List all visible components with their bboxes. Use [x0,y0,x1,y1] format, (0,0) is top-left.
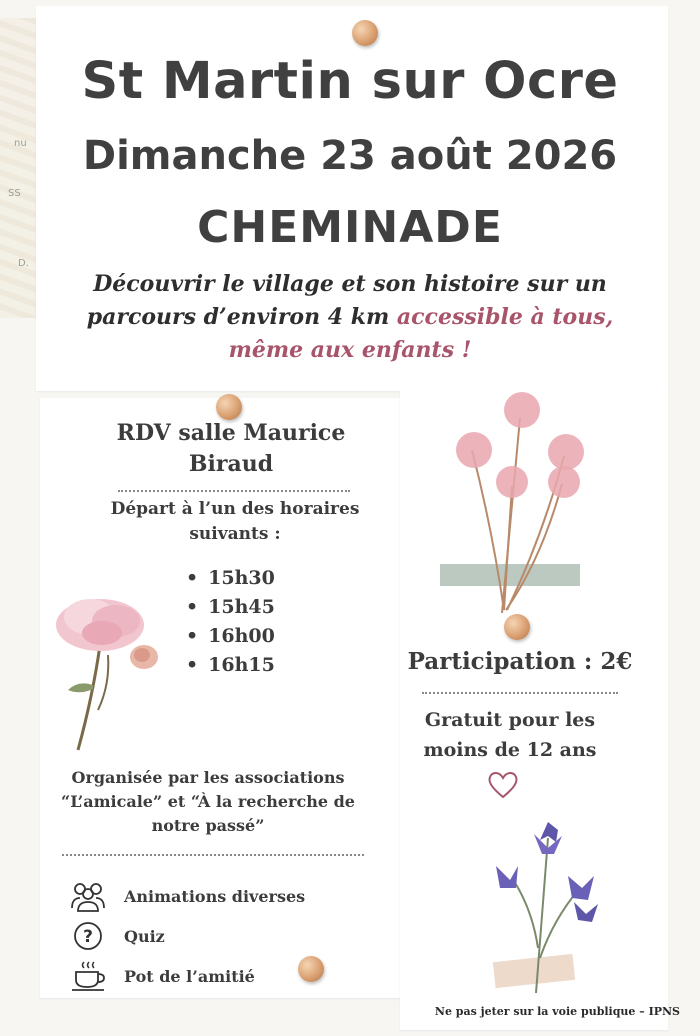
activity-label: Animations diverses [124,886,306,906]
peony-flower-illustration [38,585,163,755]
free-entry-line-1: Gratuit pour les [424,709,596,731]
coffee-cup-icon [68,960,108,992]
organisers-line-2: “L’amicale” et “À la recherche de [61,792,355,811]
organisers-line-3: notre passé” [151,816,265,835]
free-entry-line-2: moins de 12 ans [423,739,597,761]
activity-label: Quiz [124,926,165,946]
pin-left [216,394,242,420]
meeting-place [96,418,366,480]
activity-item [68,956,305,996]
activity-label: Pot de l’amitié [124,966,255,986]
activities-list [68,876,305,996]
activity-item [68,916,305,956]
departure-line-1: Départ à l’un des horaires [110,499,360,519]
question-icon [68,920,108,952]
departure-time: • 15h30 [186,564,275,593]
map-scrap-decoration: nu SS D. [0,18,42,318]
departure-times-list [186,564,275,680]
organisers-line-1: Organisée par les associations [71,768,345,787]
activity-item [68,876,305,916]
departure-time: • 16h15 [186,651,275,680]
people-icon [68,880,108,912]
divider-2 [62,854,364,856]
heart-icon [486,768,520,800]
allium-flower-illustration [432,388,592,618]
organisers [48,766,368,838]
divider-3 [422,692,618,694]
pin-top [352,20,378,46]
page-title: St Martin sur Ocre [81,52,619,111]
bellflower-illustration [488,818,608,998]
event-date: Dimanche 23 août 2026 [82,133,618,179]
departure-time: • 15h45 [186,593,275,622]
departure-intro [100,497,370,547]
svg-text:?: ? [83,927,93,947]
event-name: CHEMINADE [197,202,503,253]
participation-price: Participation : 2€ [407,648,633,675]
event-description [0,268,700,367]
description-highlight-1: accessible à tous, [396,304,614,330]
meeting-place-line-2: Biraud [188,451,274,477]
footer-notice: Ne pas jeter sur la voie publique – IPNS [434,1005,680,1018]
divider-1 [118,490,350,492]
description-plain: parcours d’environ 4 km [86,304,390,330]
departure-line-2: suivants : [189,524,281,544]
departure-time: • 16h00 [186,622,275,651]
meeting-place-line-1: RDV salle Maurice [116,420,346,446]
description-line-2 [0,301,700,334]
description-line-1: Découvrir le village et son histoire sur un [93,271,607,297]
description-highlight-2: même aux enfants ! [228,337,472,363]
free-entry-note [410,705,610,765]
